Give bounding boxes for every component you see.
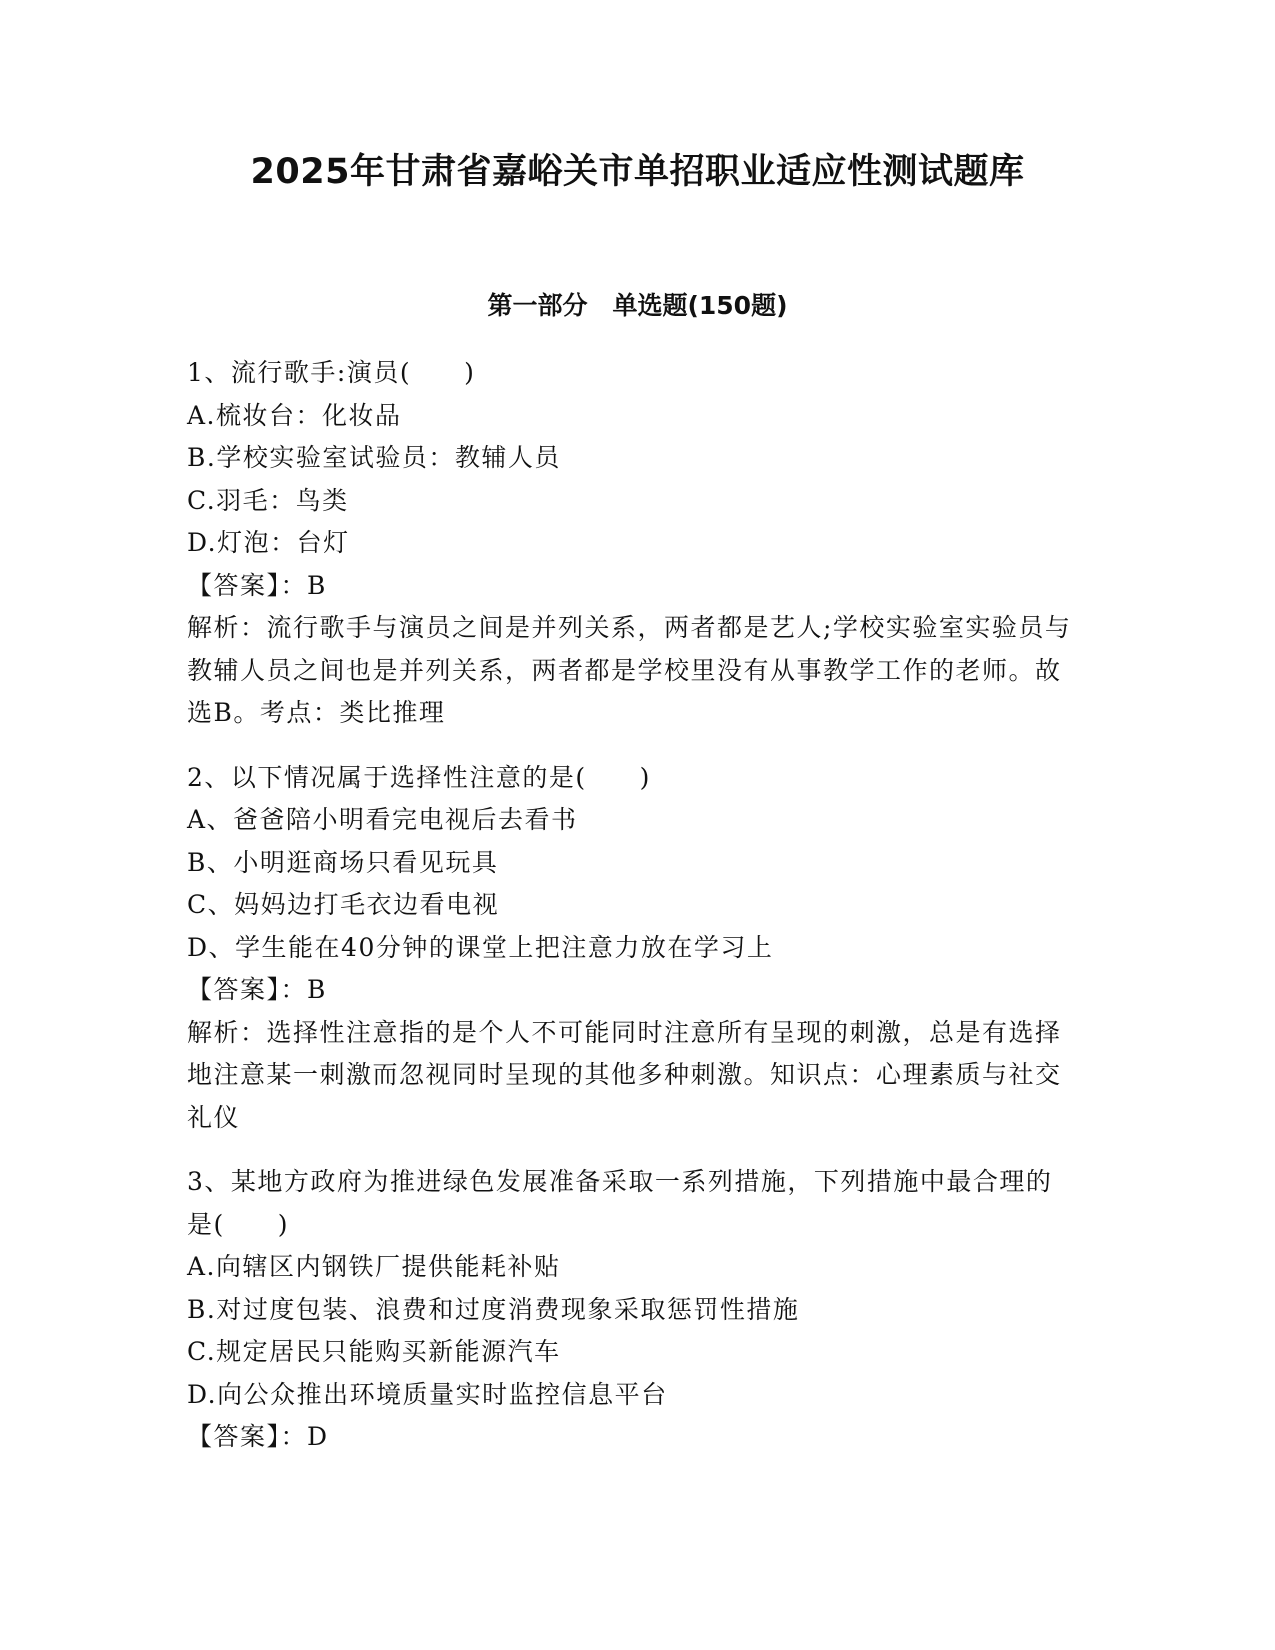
option-c: C、妈妈边打毛衣边看电视 — [187, 890, 500, 919]
answer-line — [187, 565, 1077, 608]
option-a: A.梳妆台：化妆品 — [187, 400, 402, 430]
question-2 — [187, 757, 1077, 1140]
option-a: A、爸爸陪小明看完电视后去看书 — [187, 805, 578, 834]
question-stem: 3、某地方政府为推进绿色发展准备采取一系列措施，下列措施中最合理的是( ) — [187, 1167, 1053, 1239]
option-b: B.学校实验室试验员：教辅人员 — [187, 443, 561, 472]
option-a: A.向辖区内钢铁厂提供能耗补贴 — [187, 1252, 561, 1281]
option-b: B、小明逛商场只看见玩具 — [187, 847, 499, 877]
analysis-text: 解析：选择性注意指的是个人不可能同时注意所有呈现的刺激，总是有选择地注意某一刺激而忽视同时呈现的其他多种刺激。知识点：心理素质与社交礼仪 — [187, 1017, 1062, 1132]
answer-label: 【答案】 — [187, 975, 281, 1004]
question-1 — [187, 352, 1077, 735]
option-c: C.规定居民只能购买新能源汽车 — [187, 1337, 561, 1366]
option-b: B.对过度包装、浪费和过度消费现象采取惩罚性措施 — [187, 1294, 800, 1324]
answer-value: ：D — [280, 1422, 329, 1451]
section-heading: 第一部分 单选题(150题) — [487, 291, 788, 320]
option-c: C.羽毛：鸟类 — [187, 485, 349, 515]
question-list — [187, 352, 1077, 1481]
option-d: D.向公众推出环境质量实时监控信息平台 — [187, 1379, 668, 1409]
answer-label: 【答案】 — [187, 1422, 281, 1451]
answer-value: ：B — [280, 975, 327, 1004]
answer-line — [187, 969, 1077, 1012]
question-3 — [187, 1161, 1077, 1459]
answer-label: 【答案】 — [187, 570, 281, 600]
analysis-text: 解析：流行歌手与演员之间是并列关系，两者都是艺人;学校实验室实验员与教辅人员之间也是并列关系，两者都是学校里没有从事教学工作的老师。故选B。考点：类比推理 — [187, 613, 1072, 727]
answer-line — [187, 1416, 1077, 1459]
question-stem: 2、以下情况属于选择性注意的是( ) — [187, 762, 651, 792]
answer-value: ：B — [280, 570, 327, 600]
document-title: 2025年甘肃省嘉峪关市单招职业适应性测试题库 — [250, 152, 1025, 192]
option-d: D.灯泡：台灯 — [187, 528, 350, 557]
question-stem: 1、流行歌手:演员( ) — [187, 358, 476, 387]
option-d: D、学生能在40分钟的课堂上把注意力放在学习上 — [187, 932, 774, 962]
